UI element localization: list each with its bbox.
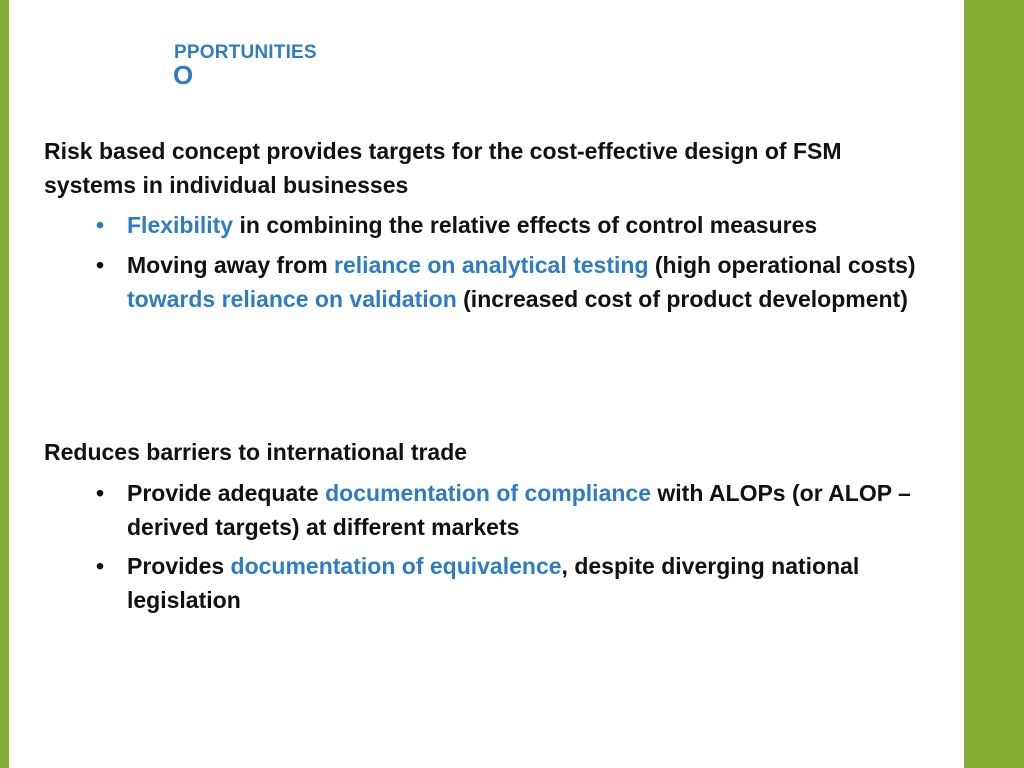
bullet-text: with ALOPs (or ALOP – derived targets) at different markets xyxy=(127,480,911,540)
section1-heading: Risk based concept provides targets for the cost-effective design of FSM systems in individual businesses xyxy=(44,138,842,198)
bullet-text: in combining the relative effects of control measures xyxy=(233,212,818,238)
bullet-flexibility xyxy=(127,208,927,242)
bullet-analytical-testing xyxy=(127,248,927,316)
bullet-text: Provide adequate xyxy=(127,480,326,506)
bullet-text: Moving away from xyxy=(127,252,335,278)
section2-heading: Reduces barriers to international trade xyxy=(44,439,468,465)
slide-title-dropped-letter: O xyxy=(173,60,194,90)
highlight-text: reliance on analytical testing xyxy=(334,252,649,278)
bullet-text: (high operational costs) xyxy=(648,252,916,278)
highlight-text: Flexibility xyxy=(127,212,234,238)
bullet-text: (increased cost of product development) xyxy=(456,286,908,312)
bullet-marker: • xyxy=(96,252,105,278)
highlight-text: documentation of compliance xyxy=(325,480,651,506)
bullet-text: , despite diverging national legislation xyxy=(127,553,860,613)
bullet-marker: • xyxy=(96,212,105,238)
highlight-text: towards reliance on validation xyxy=(127,286,457,312)
bullet-compliance xyxy=(127,476,927,544)
left-accent-bar xyxy=(0,0,9,768)
bullet-marker: • xyxy=(96,553,105,579)
bullet-text: Provides xyxy=(127,553,231,579)
bullet-equivalence xyxy=(127,549,927,617)
slide-title: PPORTUNITIES xyxy=(174,42,317,63)
bullet-marker: • xyxy=(96,480,105,506)
right-accent-bar xyxy=(964,0,1024,768)
highlight-text: documentation of equivalence xyxy=(230,553,562,579)
